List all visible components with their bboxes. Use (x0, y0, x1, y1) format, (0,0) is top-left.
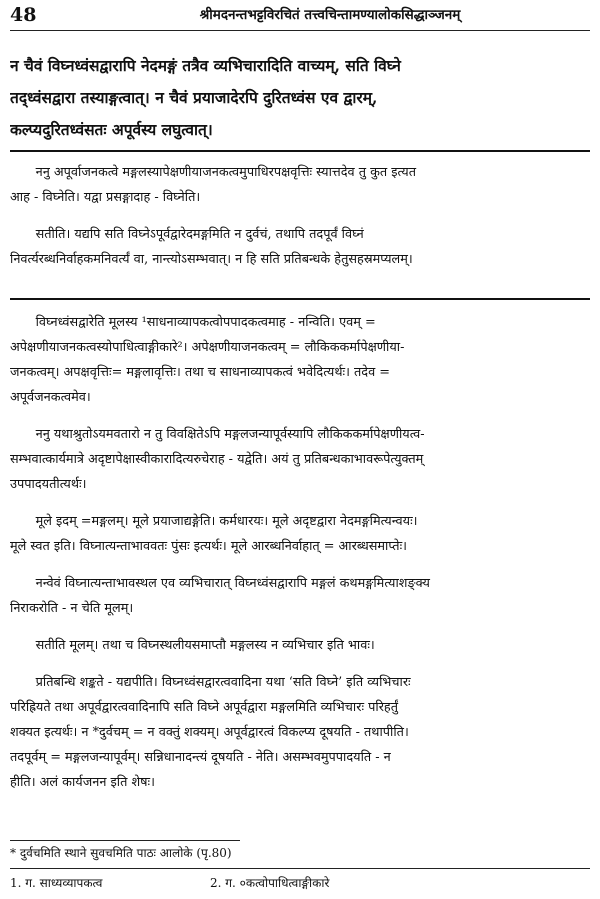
text-line: सतीति मूलम्। तथा च विघ्नस्थलीयसमाप्तौ मङ्गलस्य न व्यभिचार इति भावः। (35, 638, 375, 653)
footnote-2: 2. ग. ०कत्वोपाधित्वाङ्गीकारे (210, 876, 330, 890)
text-line: अपेक्षणीयाजनकत्वस्योपाधित्वाङ्गीकारे²। अपेक्षणीयाजनकत्वम् = लौकिककर्मापेक्षणीया- (10, 340, 405, 355)
mula-text (10, 50, 590, 146)
commentary-section-2 (10, 310, 590, 795)
text-line: ननु अपूर्वाजनकत्वे मङ्गलस्यापेक्षणीयाजनकत्वमुपाधिरपक्षवृत्तिः स्यात्तदेव तु कुत इत्यत (35, 165, 416, 180)
text-line: तदपूर्वम् = मङ्गलजन्यापूर्वम्। सन्निधानादन्त्यं दूषयति - नेति। असम्भवमुपपादयति - न (10, 750, 391, 765)
text-line: नन्वेवं विघ्नात्यन्ताभावस्थल एव व्यभिचारात् विघ्नध्वंसद्वारापि मङ्गलं कथमङ्गमित्याशङ्क्य (35, 576, 430, 591)
footnote-rule (10, 868, 590, 869)
text-line: मूले इदम् =मङ्गलम्। मूले प्रयाजाद्यङ्गेति। कर्मधारयः। मूले अदृष्टद्वारा नेदमङ्गमित्यन्वयः। (35, 514, 418, 529)
text-line: प्रतिबन्धि शङ्कते - यद्यपीति। विघ्नध्वंसद्वारत्ववादिना यथा ‘सति विघ्ने’ इति व्यभिचारः (35, 675, 411, 690)
text-line: परिह्रियते तथा अपूर्वद्वारत्ववादिनापि सति विघ्ने अपूर्वद्वारा मङ्गलमिति व्यभिचारः परिहर्तुं (10, 700, 399, 715)
page-header (10, 4, 590, 26)
header-rule (10, 30, 590, 31)
section-divider (10, 298, 590, 300)
text-line: अपूर्वजनकत्वमेव। (10, 390, 91, 405)
running-title: श्रीमदनन्तभट्टविरचितं तत्त्वचिन्तामण्यालोकसिद्धाञ्जनम् (199, 7, 461, 23)
text-line: उपपादयतीत्यर्थः। (10, 477, 87, 492)
commentary-section-1 (10, 160, 590, 272)
text-line: आह - विघ्नेति। यद्वा प्रसङ्गादाह - विघ्नेति। (10, 190, 201, 205)
text-line: मूले स्वत इति। विघ्नात्यन्ताभाववतः पुंसः इत्यर्थः। मूले आरब्धनिर्वाहात् = आरब्धसमाप्तेः। (10, 539, 408, 554)
text-line: जनकत्वम्। अपक्षवृत्तिः= मङ्गलावृत्तिः। तथा च साधनाव्यापकत्वं भवेदित्यर्थः। तदेव = (10, 365, 390, 380)
text-line: सतीति। यद्यपि सति विघ्नेऽपूर्वद्वारेदमङ्गमिति न दुर्वचं, तथापि तदपूर्वं विघ्नं (35, 227, 364, 242)
mula-line: न चैवं विघ्नध्वंसद्वारापि नेदमङ्गं तत्रैव व्यभिचारादिति वाच्यम्, सति विघ्ने (10, 56, 401, 75)
section-divider (10, 150, 590, 152)
text-line: सम्भवात्कार्यमात्रे अदृष्टापेक्षास्वीकारादित्यरुचेराह - यद्वेति। अयं तु प्रतिबन्धकाभावरूपेत्युक्तम् (10, 452, 424, 467)
text-line: निराकरोति - न चेति मूलम्। (10, 601, 134, 616)
footnote-star: * दुर्वचमिति स्थाने सुवचमिति पाठः आलोके (पृ.80) (10, 846, 232, 860)
text-line: विघ्नध्वंसद्वारेति मूलस्य ¹साधनाव्यापकत्वोपपादकत्वमाह - नन्विति। एवम् = (35, 315, 376, 330)
text-line: निवर्त्यरब्धनिर्वाहकमनिवर्त्यं वा, नान्त्योऽसम्भवात्। न हि सति प्रतिबन्धके हेतुसहस्रमप्यलम्। (10, 252, 413, 267)
text-line: ननु यथाश्रुतोऽयमवतारो न तु विवक्षितेऽपि मङ्गलजन्यापूर्वस्यापि लौकिककर्मापेक्षणीयत्व- (35, 427, 425, 442)
mula-line: तद्ध्वंसद्वारा तस्याङ्गत्वात्। न चैवं प्रयाजादेरपि दुरितध्वंस एव द्वारम्, (10, 88, 378, 107)
page-number: 48 (10, 4, 37, 26)
footnote-1: 1. ग. साध्यव्यापकत्व (10, 876, 103, 890)
text-line: हीति। अलं कार्यजनन इति शेषः। (10, 775, 155, 790)
footnote-rule (10, 840, 240, 841)
text-line: शक्यत इत्यर्थः। न *दुर्वचम् = न वक्तुं शक्यम्। अपूर्वद्वारत्वं विकल्प्य दूषयति - तथापीति। (10, 725, 409, 740)
mula-line: कल्प्यदुरितध्वंसतः अपूर्वस्य लघुत्वात्। (10, 120, 213, 139)
